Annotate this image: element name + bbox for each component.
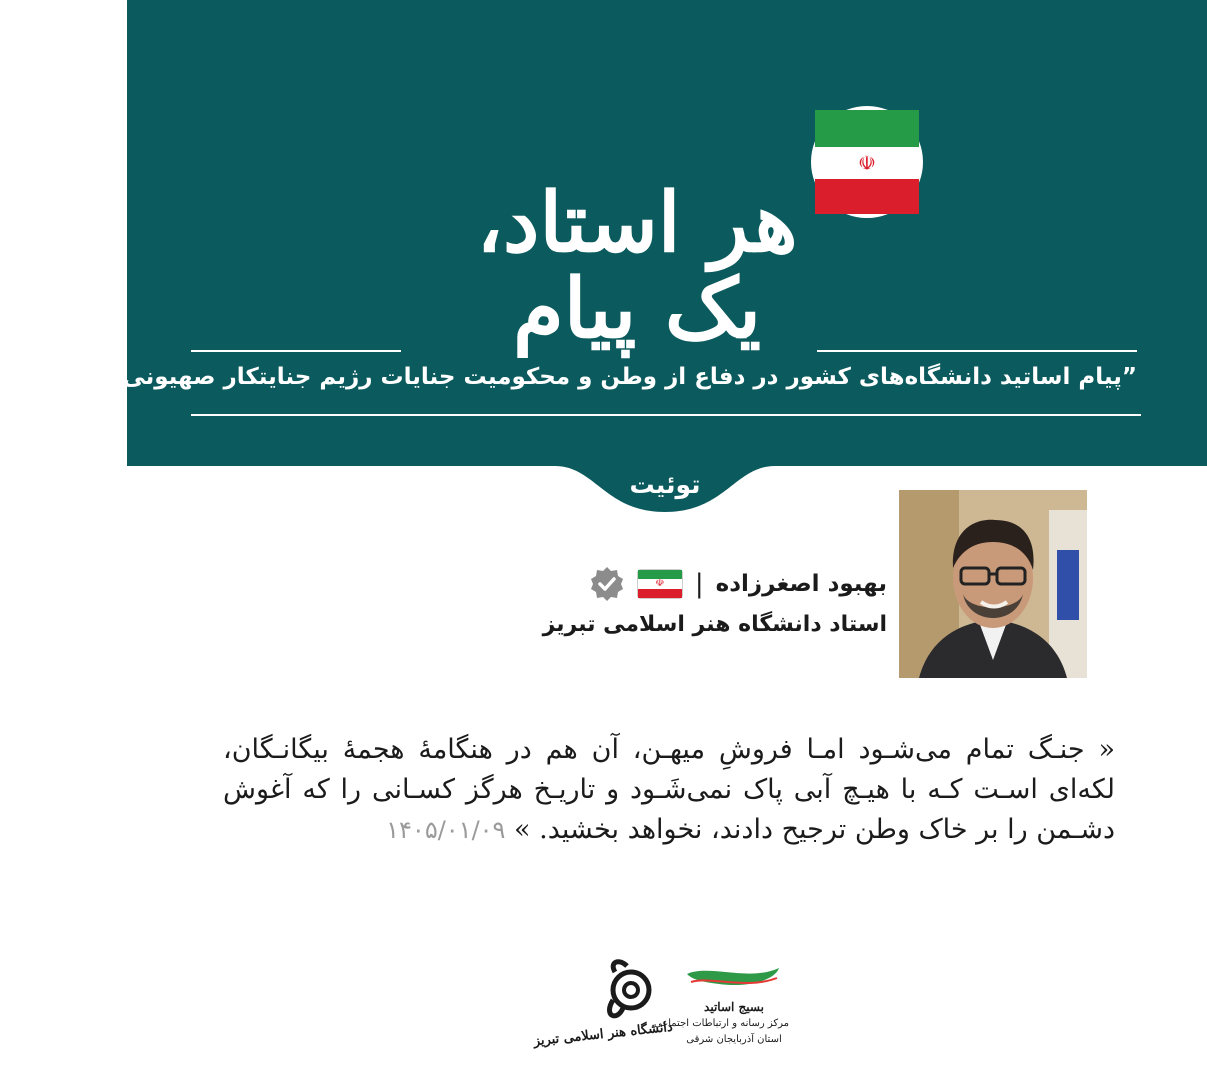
- quote-text: « جنـگ تمام می‌شـود امـا فروشِ میهـن، آن هم در هنگامۀ هجمۀ بیگانـگان، لکه‌ای اسـت کـه با هیـچ آبی پاک نمی‌شَـود و تاریـخ هرگز کسـانی را که آغوش دشـمن را بر خاک وطن ترجیح دادند، نخواهد بخشید. »: [223, 734, 1115, 845]
- author-avatar: [899, 490, 1087, 678]
- author-name-row: [589, 566, 887, 602]
- basij-caption-1: بسیج اساتید: [704, 1000, 764, 1014]
- tweet-tab-label: توئیت: [629, 470, 701, 499]
- basij-caption-3: استان آذربایجان شرقی: [686, 1034, 782, 1045]
- campaign-title: هر استاد، یک پیام: [476, 175, 798, 358]
- header-band: [0, 0, 1207, 466]
- divider: [191, 350, 401, 352]
- art-university-caption: دانشگاه هنر اسلامی تبریز: [532, 1019, 674, 1050]
- basij-caption-2: مرکز رسانه و ارتباطات اجتماعی: [653, 1018, 789, 1029]
- author-title: استاد دانشگاه هنر اسلامی تبریز: [542, 612, 887, 637]
- author-name: بهبود اصغرزاده: [715, 571, 887, 597]
- quote-date: ۱۴۰۵/۰۱/۰۹: [386, 816, 506, 844]
- name-separator: |: [694, 569, 704, 599]
- divider: [191, 414, 1141, 416]
- basij-logo: [653, 960, 789, 1064]
- iran-flag-icon: ☫: [811, 106, 923, 218]
- divider: [817, 350, 1137, 352]
- iran-flag-icon: ☫: [637, 569, 683, 599]
- campaign-subtitle: ”پیام اساتید دانشگاه‌های کشور در دفاع از وطن و محکومیت جنایات رژیم جنایتکار صهیونی آمریکایی“: [0, 364, 1137, 390]
- tweet-quote: [223, 730, 1115, 850]
- art-university-logo: [532, 960, 674, 1060]
- verified-badge-icon: [589, 566, 625, 602]
